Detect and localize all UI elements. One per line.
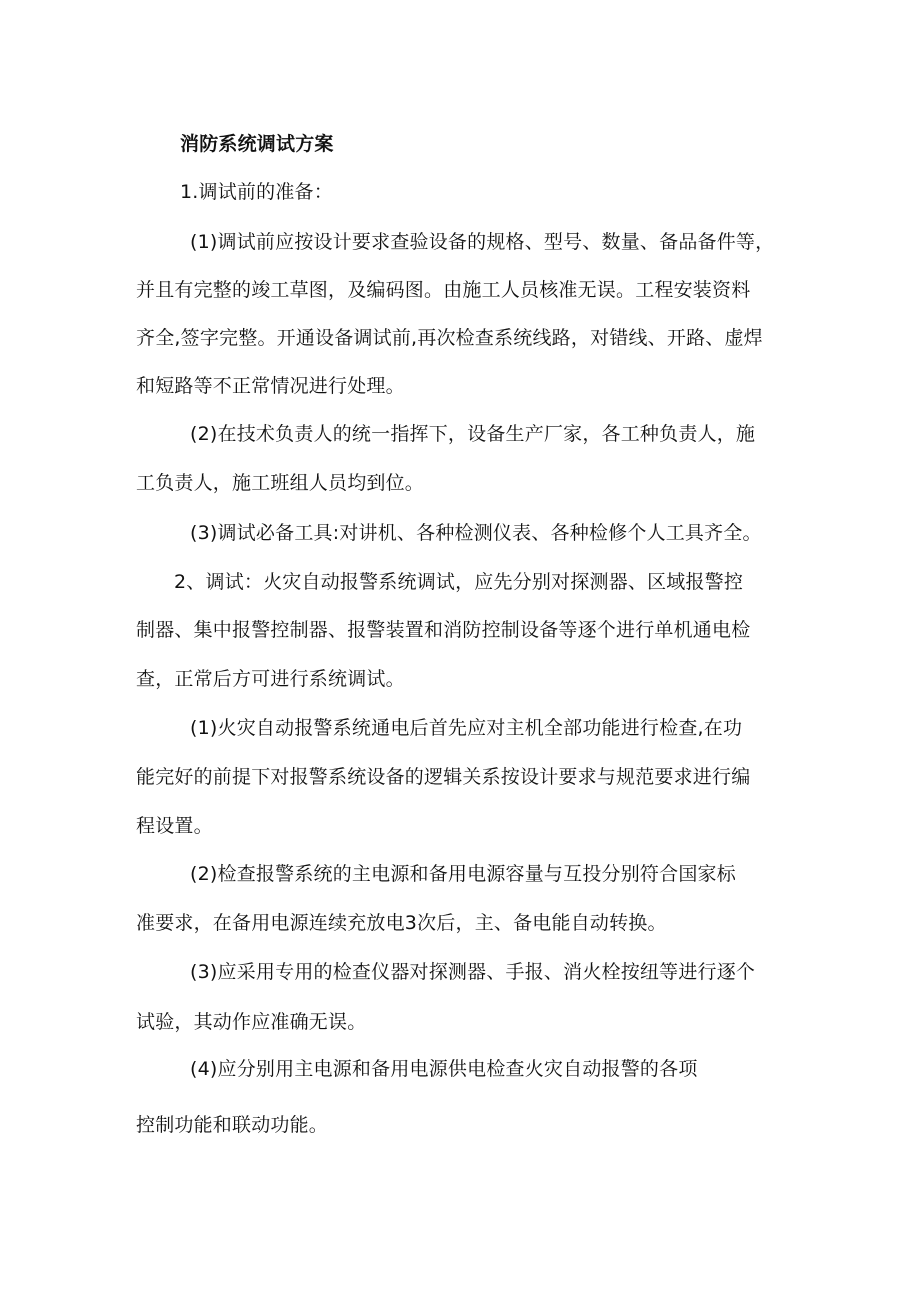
paragraph-line: (1)调试前应按设计要求查验设备的规格、型号、数量、备品备件等， <box>190 231 775 253</box>
paragraph-line: (4)应分别用主电源和备用电源供电检查火灾自动报警的各项 <box>190 1058 698 1080</box>
paragraph-line: 齐全,签字完整。开通设备调试前,再次检查系统线路，对错线、开路、虚焊 <box>136 327 763 349</box>
section-heading-preparation: 1.调试前的准备： <box>180 181 333 203</box>
paragraph-line: 能完好的前提下对报警系统设备的逻辑关系按设计要求与规范要求进行编 <box>136 766 751 788</box>
paragraph-line: (3)应采用专用的检查仪器对探测器、手报、消火栓按纽等进行逐个 <box>190 961 756 983</box>
document-title: 消防系统调试方案 <box>180 133 334 155</box>
paragraph-line: 和短路等不正常情况进行处理。 <box>136 375 405 397</box>
paragraph-line: 准要求，在备用电源连续充放电3次后，主、备电能自动转换。 <box>136 912 667 934</box>
paragraph-line: (2)在技术负责人的统一指挥下，设备生产厂家，各工种负责人，施 <box>190 423 756 445</box>
paragraph-line: 并且有完整的竣工草图，及编码图。由施工人员核准无误。工程安装资料 <box>136 279 751 301</box>
paragraph-line: 试验，其动作应准确无误。 <box>136 1011 367 1033</box>
paragraph-line: 查，正常后方可进行系统调试。 <box>136 668 405 690</box>
paragraph-line: (1)火灾自动报警系统通电后首先应对主机全部功能进行检查,在功 <box>190 717 743 739</box>
section-heading-debugging: 2、调试：火灾自动报警系统调试，应先分别对探测器、区域报警控 <box>174 571 744 593</box>
paragraph-line: 工负责人，施工班组人员均到位。 <box>136 472 425 494</box>
paragraph-line: (2)检查报警系统的主电源和备用电源容量与互投分别符合国家标 <box>190 863 736 885</box>
paragraph-line: (3)调试必备工具:对讲机、各种检测仪表、各种检修个人工具齐全。 <box>190 522 762 544</box>
paragraph-line: 控制功能和联动功能。 <box>136 1114 329 1136</box>
paragraph-line: 制器、集中报警控制器、报警装置和消防控制设备等逐个进行单机通电检 <box>136 619 751 641</box>
paragraph-line: 程设置。 <box>136 815 213 837</box>
